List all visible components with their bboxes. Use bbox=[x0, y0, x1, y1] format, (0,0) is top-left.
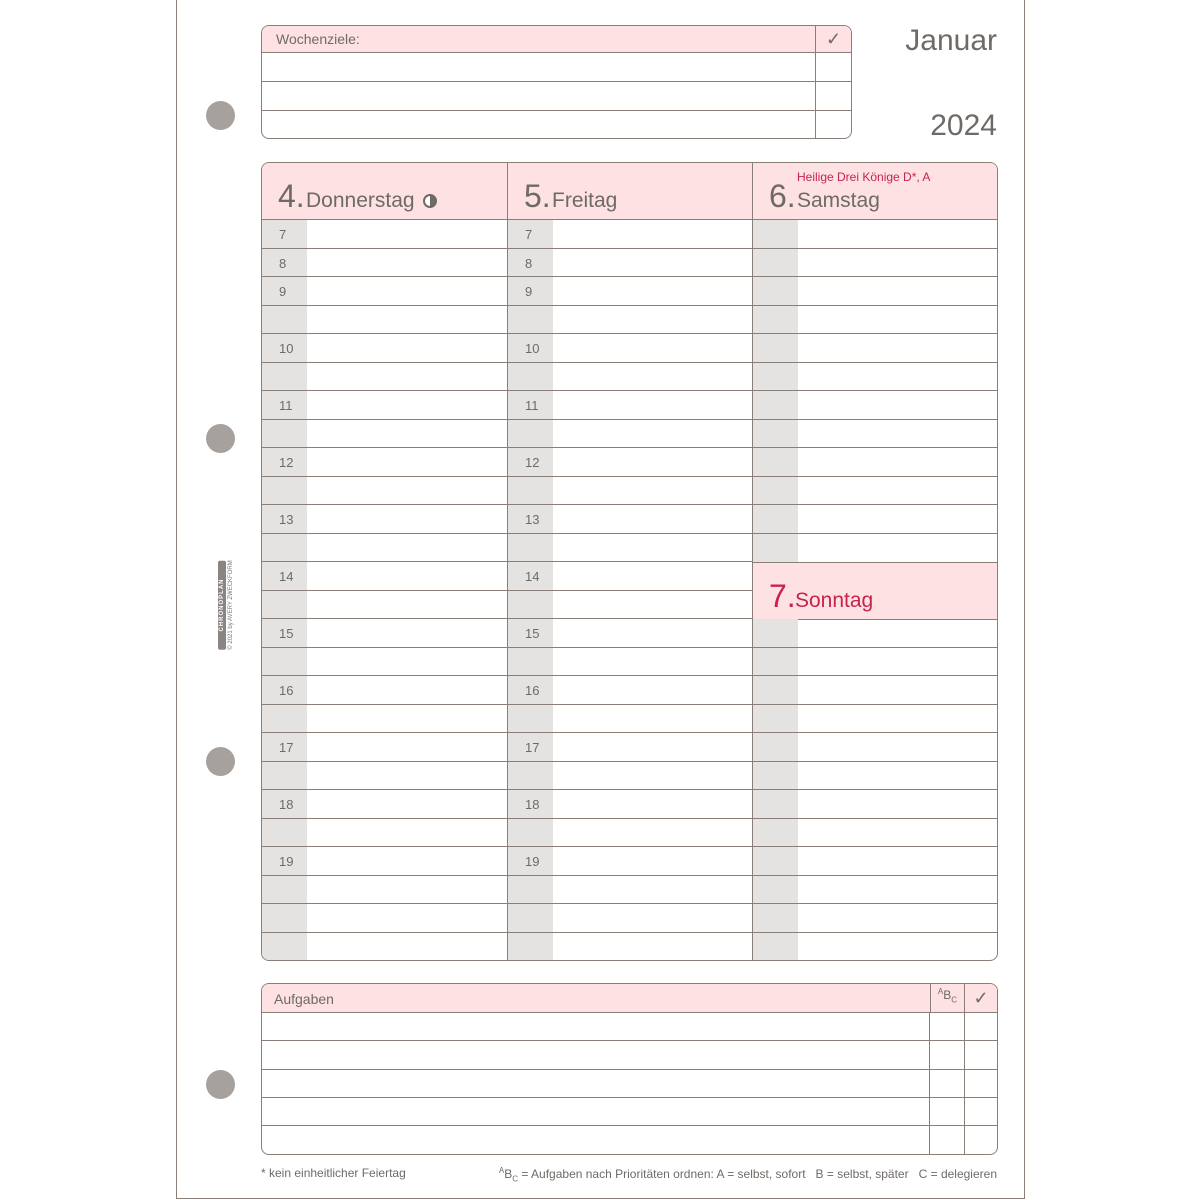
goal-row[interactable] bbox=[262, 82, 851, 111]
hour-slot[interactable] bbox=[753, 534, 998, 563]
task-priority[interactable] bbox=[929, 1041, 964, 1068]
hour-gutter bbox=[262, 762, 307, 790]
abc-a: A bbox=[937, 987, 944, 996]
hour-gutter bbox=[262, 534, 307, 562]
hour-rows bbox=[753, 220, 998, 562]
sunday-header bbox=[753, 562, 998, 620]
day-column bbox=[752, 163, 998, 960]
goal-row[interactable] bbox=[262, 111, 851, 139]
task-priority[interactable] bbox=[929, 1098, 964, 1125]
hour-slot[interactable] bbox=[508, 391, 753, 420]
hour-slot[interactable] bbox=[753, 876, 998, 905]
hour-slot[interactable] bbox=[753, 933, 998, 962]
goal-checkbox[interactable] bbox=[815, 82, 851, 110]
hour-slot[interactable] bbox=[508, 448, 753, 477]
hour-slot[interactable] bbox=[262, 676, 507, 705]
hour-gutter bbox=[262, 363, 307, 391]
abc-c: C bbox=[951, 995, 958, 1005]
holiday-label: Heilige Drei Könige D*, A bbox=[797, 170, 931, 184]
hour-rows bbox=[753, 619, 998, 961]
hour-label: 14 bbox=[525, 569, 540, 584]
hour-label: 11 bbox=[525, 398, 539, 413]
hour-gutter bbox=[262, 306, 307, 334]
task-checkbox[interactable] bbox=[964, 1126, 997, 1154]
day-header bbox=[262, 163, 507, 220]
hour-gutter bbox=[753, 363, 798, 391]
hour-gutter bbox=[753, 505, 798, 533]
hour-slot[interactable] bbox=[262, 619, 507, 648]
hour-gutter bbox=[753, 448, 798, 476]
hour-label: 10 bbox=[279, 341, 294, 356]
hour-label: 13 bbox=[525, 512, 540, 527]
hour-slot[interactable] bbox=[753, 277, 998, 306]
hour-label: 16 bbox=[525, 683, 540, 698]
hour-label: 9 bbox=[525, 284, 533, 299]
task-row[interactable] bbox=[262, 1098, 997, 1126]
task-row[interactable] bbox=[262, 1013, 997, 1041]
hour-slot[interactable] bbox=[508, 648, 753, 677]
hour-slot[interactable] bbox=[753, 505, 998, 534]
legend-text: = Aufgaben nach Prioritäten ordnen: A = selbst, sofort B = selbst, später C = delegieren bbox=[518, 1167, 997, 1181]
hour-label: 18 bbox=[279, 797, 294, 812]
hour-slot[interactable] bbox=[508, 790, 753, 819]
weekly-goals-box bbox=[261, 25, 852, 139]
legend-b: B bbox=[504, 1167, 513, 1181]
hour-slot[interactable] bbox=[508, 477, 753, 506]
hour-slot[interactable] bbox=[262, 420, 507, 449]
hour-gutter bbox=[753, 762, 798, 790]
hour-gutter bbox=[262, 420, 307, 448]
hour-slot[interactable] bbox=[753, 391, 998, 420]
hour-gutter bbox=[753, 705, 798, 733]
hour-label: 16 bbox=[279, 683, 294, 698]
hour-label: 17 bbox=[279, 740, 294, 755]
hour-label: 15 bbox=[279, 626, 294, 641]
hour-slot[interactable] bbox=[508, 306, 753, 335]
task-row[interactable] bbox=[262, 1070, 997, 1098]
hour-slot[interactable] bbox=[508, 334, 753, 363]
hour-slot[interactable] bbox=[753, 420, 998, 449]
hour-label: 12 bbox=[525, 455, 540, 470]
hour-gutter bbox=[753, 933, 798, 962]
hour-label: 11 bbox=[279, 398, 293, 413]
hour-label: 14 bbox=[279, 569, 294, 584]
hour-gutter bbox=[508, 534, 553, 562]
hour-slot[interactable] bbox=[508, 249, 753, 278]
hour-slot[interactable] bbox=[262, 562, 507, 591]
hour-slot[interactable] bbox=[753, 619, 998, 648]
hour-slot[interactable] bbox=[262, 762, 507, 791]
task-priority[interactable] bbox=[929, 1013, 964, 1040]
hour-gutter bbox=[508, 591, 553, 619]
hour-gutter bbox=[753, 277, 798, 305]
hour-slot[interactable] bbox=[262, 933, 507, 962]
hour-gutter bbox=[753, 306, 798, 334]
hour-gutter bbox=[753, 249, 798, 277]
day-column bbox=[262, 163, 507, 960]
hour-slot[interactable] bbox=[753, 648, 998, 677]
hour-gutter bbox=[508, 904, 553, 932]
weekly-goals-label: Wochenziele: bbox=[276, 31, 360, 47]
hour-slot[interactable] bbox=[753, 676, 998, 705]
punch-hole bbox=[206, 747, 235, 776]
hour-gutter bbox=[753, 334, 798, 362]
hour-gutter bbox=[753, 676, 798, 704]
hour-label: 19 bbox=[279, 854, 294, 869]
punch-hole bbox=[206, 1070, 235, 1099]
hour-gutter bbox=[508, 705, 553, 733]
hour-gutter bbox=[753, 619, 798, 647]
hour-slot[interactable] bbox=[262, 391, 507, 420]
goal-checkbox[interactable] bbox=[815, 111, 851, 139]
hour-slot[interactable] bbox=[262, 306, 507, 335]
hour-slot[interactable] bbox=[262, 534, 507, 563]
brand-name: CHRONOPLAN bbox=[218, 560, 226, 649]
hour-gutter bbox=[262, 591, 307, 619]
hour-gutter bbox=[262, 648, 307, 676]
task-checkbox[interactable] bbox=[964, 1041, 997, 1068]
day-header bbox=[508, 163, 753, 220]
day-column bbox=[507, 163, 753, 960]
hour-slot[interactable] bbox=[262, 790, 507, 819]
hour-gutter bbox=[508, 363, 553, 391]
punch-hole bbox=[206, 101, 235, 130]
hour-gutter bbox=[753, 391, 798, 419]
hour-gutter bbox=[753, 420, 798, 448]
hour-slot[interactable] bbox=[508, 705, 753, 734]
hour-gutter bbox=[508, 819, 553, 847]
hour-slot[interactable] bbox=[262, 648, 507, 677]
hour-gutter bbox=[508, 306, 553, 334]
hour-slot[interactable] bbox=[508, 933, 753, 962]
hour-rows bbox=[262, 220, 507, 961]
day-number: 6. bbox=[769, 178, 796, 214]
hour-slot[interactable] bbox=[753, 904, 998, 933]
hour-gutter bbox=[508, 477, 553, 505]
hour-slot[interactable] bbox=[508, 733, 753, 762]
hour-rows bbox=[508, 220, 753, 961]
day-number: 5. bbox=[524, 178, 551, 214]
hour-label: 19 bbox=[525, 854, 540, 869]
hour-slot[interactable] bbox=[753, 762, 998, 791]
day-name-text: Donnerstag bbox=[306, 189, 415, 212]
hour-slot[interactable] bbox=[262, 505, 507, 534]
hour-slot[interactable] bbox=[508, 562, 753, 591]
hour-slot[interactable] bbox=[753, 363, 998, 392]
hour-slot[interactable] bbox=[508, 420, 753, 449]
hour-gutter bbox=[508, 876, 553, 904]
hour-slot[interactable] bbox=[508, 534, 753, 563]
hour-slot[interactable] bbox=[508, 819, 753, 848]
hour-slot[interactable] bbox=[508, 762, 753, 791]
hour-gutter bbox=[753, 790, 798, 818]
day-name: Sonntag bbox=[795, 589, 874, 612]
hour-slot[interactable] bbox=[262, 705, 507, 734]
hour-gutter bbox=[753, 876, 798, 904]
hour-slot[interactable] bbox=[262, 334, 507, 363]
day-number: 7. bbox=[769, 578, 796, 614]
hour-gutter bbox=[753, 904, 798, 932]
hour-slot[interactable] bbox=[508, 619, 753, 648]
hour-slot[interactable] bbox=[508, 847, 753, 876]
task-checkbox[interactable] bbox=[964, 1013, 997, 1040]
hour-slot[interactable] bbox=[753, 220, 998, 249]
hour-slot[interactable] bbox=[262, 819, 507, 848]
hour-slot[interactable] bbox=[262, 876, 507, 905]
month-title: Januar bbox=[905, 24, 997, 57]
hour-slot[interactable] bbox=[508, 363, 753, 392]
hour-slot[interactable] bbox=[508, 904, 753, 933]
hour-slot[interactable] bbox=[753, 819, 998, 848]
hour-gutter bbox=[262, 705, 307, 733]
hour-slot[interactable] bbox=[508, 277, 753, 306]
year-title: 2024 bbox=[930, 109, 997, 142]
hour-slot[interactable] bbox=[262, 733, 507, 762]
hour-gutter bbox=[262, 933, 307, 962]
hour-slot[interactable] bbox=[753, 477, 998, 506]
hour-gutter bbox=[262, 876, 307, 904]
hour-gutter bbox=[508, 420, 553, 448]
tasks-box bbox=[261, 983, 998, 1155]
hour-label: 10 bbox=[525, 341, 540, 356]
hour-slot[interactable] bbox=[262, 904, 507, 933]
hour-gutter bbox=[753, 733, 798, 761]
hour-gutter bbox=[753, 220, 798, 248]
hour-gutter bbox=[262, 904, 307, 932]
hour-label: 13 bbox=[279, 512, 294, 527]
hour-gutter bbox=[508, 933, 553, 962]
task-priority[interactable] bbox=[929, 1126, 964, 1154]
priority-abc-icon bbox=[930, 984, 964, 1012]
footnote: * kein einheitlicher Feiertag bbox=[261, 1166, 406, 1180]
hour-label: 9 bbox=[279, 284, 287, 299]
hour-gutter bbox=[262, 819, 307, 847]
hour-gutter bbox=[753, 847, 798, 875]
check-icon: ✓ bbox=[815, 26, 851, 52]
hour-slot[interactable] bbox=[753, 705, 998, 734]
hour-gutter bbox=[753, 648, 798, 676]
punch-hole bbox=[206, 424, 235, 453]
hour-slot[interactable] bbox=[508, 220, 753, 249]
hour-slot[interactable] bbox=[753, 249, 998, 278]
day-header bbox=[753, 163, 998, 220]
hour-slot[interactable] bbox=[753, 334, 998, 363]
hour-slot[interactable] bbox=[262, 277, 507, 306]
hour-label: 12 bbox=[279, 455, 294, 470]
hour-slot[interactable] bbox=[753, 448, 998, 477]
hour-slot[interactable] bbox=[262, 477, 507, 506]
hour-label: 8 bbox=[525, 255, 533, 271]
hour-label: 15 bbox=[525, 626, 540, 641]
day-name: Freitag bbox=[552, 189, 618, 212]
hour-gutter bbox=[508, 648, 553, 676]
hour-slot[interactable] bbox=[508, 591, 753, 620]
hour-label: 7 bbox=[525, 227, 533, 242]
brand-copyright: © 2021 by AVERY ZWECKFORM bbox=[228, 560, 234, 650]
priority-legend bbox=[499, 1166, 997, 1183]
day-name bbox=[306, 189, 437, 213]
brand-label bbox=[210, 555, 242, 655]
task-row[interactable] bbox=[262, 1041, 997, 1069]
days-grid bbox=[261, 162, 998, 961]
hour-gutter bbox=[753, 819, 798, 847]
hour-slot[interactable] bbox=[262, 249, 507, 278]
hour-label: 8 bbox=[279, 255, 287, 271]
hour-gutter bbox=[753, 477, 798, 505]
day-number: 4. bbox=[278, 178, 305, 214]
hour-gutter bbox=[753, 534, 798, 563]
hour-slot[interactable] bbox=[753, 847, 998, 876]
task-priority[interactable] bbox=[929, 1070, 964, 1097]
hour-slot[interactable] bbox=[753, 733, 998, 762]
hour-gutter bbox=[262, 477, 307, 505]
day-name: Samstag bbox=[797, 189, 880, 212]
hour-slot[interactable] bbox=[753, 790, 998, 819]
hour-gutter bbox=[508, 762, 553, 790]
goal-row[interactable] bbox=[262, 53, 851, 82]
hour-label: 7 bbox=[279, 227, 287, 242]
hour-slot[interactable] bbox=[262, 847, 507, 876]
hour-slot[interactable] bbox=[262, 363, 507, 392]
hour-slot[interactable] bbox=[262, 220, 507, 249]
task-row[interactable] bbox=[262, 1126, 997, 1154]
hour-slot[interactable] bbox=[262, 448, 507, 477]
hour-slot[interactable] bbox=[508, 676, 753, 705]
half-moon-icon bbox=[423, 194, 437, 208]
legend-c: C bbox=[512, 1174, 519, 1184]
hour-label: 18 bbox=[525, 797, 540, 812]
tasks-label: Aufgaben bbox=[274, 991, 334, 1007]
goal-checkbox[interactable] bbox=[815, 53, 851, 81]
hour-slot[interactable] bbox=[262, 591, 507, 620]
hour-slot[interactable] bbox=[508, 876, 753, 905]
check-icon: ✓ bbox=[964, 984, 997, 1012]
hour-label: 17 bbox=[525, 740, 540, 755]
legend-a: A bbox=[498, 1166, 505, 1175]
abc-b: B bbox=[943, 988, 952, 1002]
hour-slot[interactable] bbox=[508, 505, 753, 534]
hour-slot[interactable] bbox=[753, 306, 998, 335]
task-checkbox[interactable] bbox=[964, 1098, 997, 1125]
task-checkbox[interactable] bbox=[964, 1070, 997, 1097]
